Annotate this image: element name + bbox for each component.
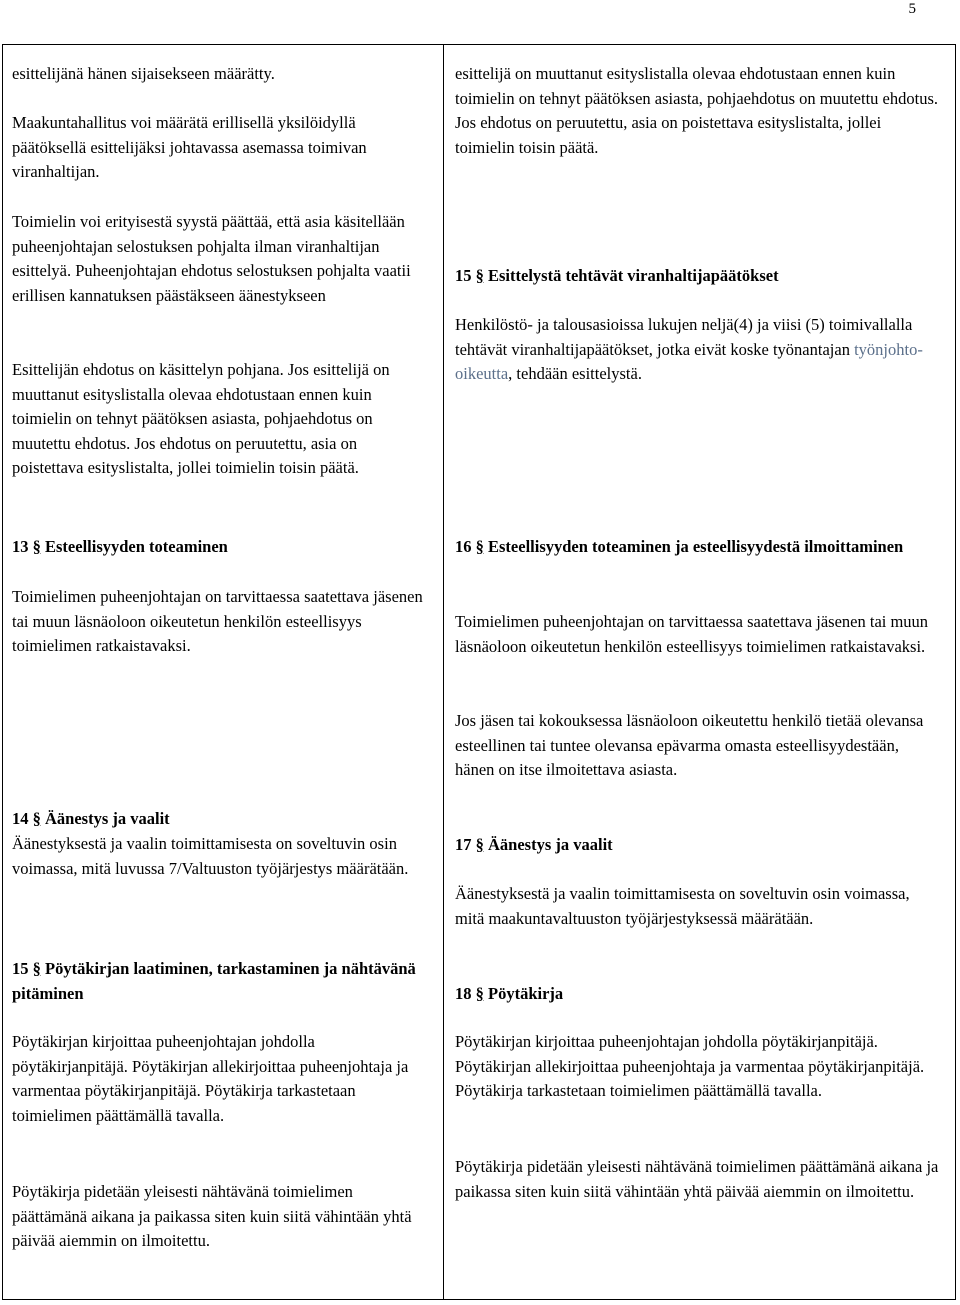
term-link: työnjohto-oikeutta — [455, 339, 923, 384]
section-17-heading: 17 § Äänestys ja vaalit — [455, 835, 613, 854]
section-16-paragraph-2: Jos jäsen tai kokouksessa läsnäoloon oikeutettu henkilö tietää olevansa esteellinen tai tuntee olevansa epävarma omasta esteellisyydestään, hänen on itse ilmoitettava asiasta. — [455, 711, 924, 780]
left-paragraph-4: Esittelijän ehdotus on käsittelyn pohjana. Jos esittelijä on muuttanut esityslistalla olevaa ehdotustaan ennen kuin toimielin on tehnyt päätöksen asiasta, pohjaehdotus on muutettu ehdotus. Jos ehdotus on peruutettu, asia on poistettava esityslistalta, jollei toimielin toisin päätä. — [12, 360, 390, 478]
section-13-paragraph: Toimielimen puheenjohtajan on tarvittaessa saatettava jäsenen tai muun läsnäoloon oikeutetun henkilön esteellisyys toimielimen ratkaistavaksi. — [12, 587, 423, 656]
section-14-heading: 14 § Äänestys ja vaalit — [12, 809, 170, 828]
section-14-paragraph: Äänestyksestä ja vaalin toimittamisesta on soveltuvin osin voimassa, mitä luvussa 7/Valtuuston työjärjestys määrätään. — [12, 834, 409, 878]
column-divider — [443, 44, 444, 1300]
left-paragraph-3: Toimielin voi erityisestä syystä päättää, että asia käsitellään puheenjohtajan selostuksen pohjalta ilman viranhaltijan esittelyä. Puheenjohtajan ehdotus selostuksen pohjalta vaatii erillisen kannatuksen päästäkseen äänestykseen — [12, 212, 411, 305]
section-16-heading: 16 § Esteellisyyden toteaminen ja esteellisyydestä ilmoittaminen — [455, 537, 904, 556]
right-paragraph-1: esittelijä on muuttanut esityslistalla olevaa ehdotustaan ennen kuin toimielin on tehnyt päätöksen asiasta, pohjaehdotus on muutettu ehdotus. Jos ehdotus on peruutettu, asia on poistettava esityslistalta, jollei toimielin toisin päätä. — [455, 64, 939, 157]
section-15-paragraph-2: Pöytäkirja pidetään yleisesti nähtävänä toimielimen päättämänä aikana ja paikassa siten kuin siitä vähintään yhtä päivää aiemmin on ilmoitettu. — [12, 1182, 412, 1251]
section-16-paragraph-1: Toimielimen puheenjohtajan on tarvittaessa saatettava jäsenen tai muun läsnäoloon oikeutetun henkilön esteellisyys toimielimen ratkaistavaksi. — [455, 612, 929, 656]
left-paragraph-2: Maakuntahallitus voi määrätä erillisellä yksilöidyllä päätöksellä esittelijäksi johtavassa asemassa toimivan viranhaltijan. — [12, 113, 367, 182]
section-18-heading: 18 § Pöytäkirja — [455, 984, 564, 1003]
right-section-15-heading: 15 § Esittelystä tehtävät viranhaltijapäätökset — [455, 266, 779, 285]
section-17-paragraph: Äänestyksestä ja vaalin toimittamisesta on soveltuvin osin voimassa, mitä maakuntavaltuuston työjärjestyksessä määrätään. — [455, 884, 910, 928]
right-section-15-paragraph: Henkilöstö- ja talousasioissa lukujen neljä(4) ja viisi (5) toimivallalla tehtävät viranhaltijapäätökset, jotka eivät koske työnantajan työnjohto-oikeutta, tehdään esittelystä. — [455, 315, 923, 384]
page-number: 5 — [908, 1, 916, 17]
section-15-heading: 15 § Pöytäkirjan laatiminen, tarkastaminen ja nähtävänä pitäminen — [12, 959, 416, 1003]
section-13-heading: 13 § Esteellisyyden toteaminen — [12, 537, 228, 556]
section-18-paragraph-2: Pöytäkirja pidetään yleisesti nähtävänä toimielimen päättämänä aikana ja paikassa siten kuin siitä vähintään yhtä päivää aiemmin on ilmoitettu. — [455, 1157, 939, 1201]
section-15-paragraph-1: Pöytäkirjan kirjoittaa puheenjohtajan johdolla pöytäkirjanpitäjä. Pöytäkirjan allekirjoittaa puheenjohtaja ja varmentaa pöytäkirjanpitäjä. Pöytäkirja tarkastetaan toimielimen päättämällä tavalla. — [12, 1032, 409, 1125]
left-paragraph-1: esittelijänä hänen sijaisekseen määrätty. — [12, 64, 275, 83]
section-18-paragraph-1: Pöytäkirjan kirjoittaa puheenjohtajan johdolla pöytäkirjanpitäjä. Pöytäkirjan allekirjoittaa puheenjohtaja ja varmentaa pöytäkirjanpitäjä. Pöytäkirja tarkastetaan toimielimen päättämällä tavalla. — [455, 1032, 925, 1101]
